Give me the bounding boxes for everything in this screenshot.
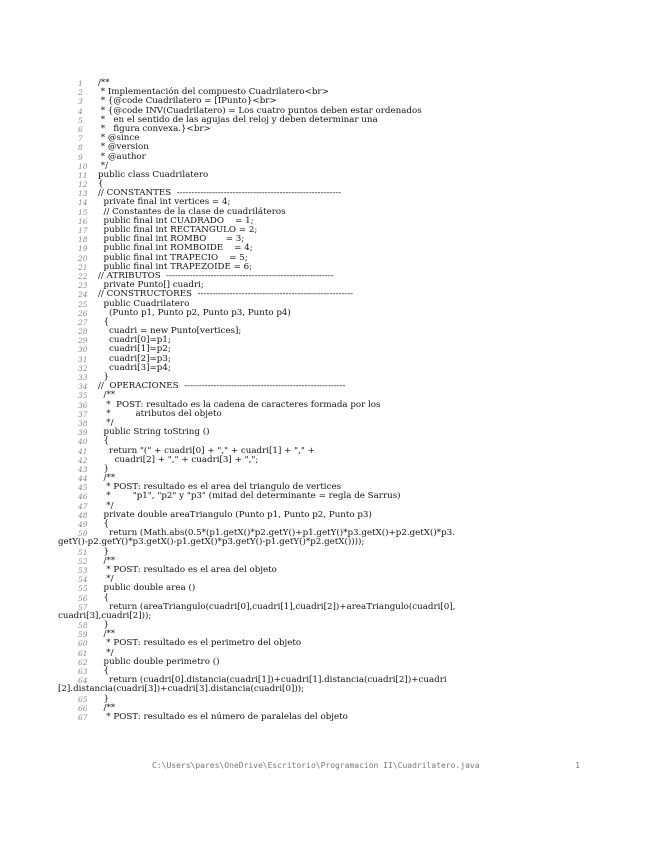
- code-text: {: [98, 666, 110, 677]
- line-number: 25: [78, 299, 88, 309]
- code-listing: [58, 78, 578, 722]
- code-text: {: [98, 592, 110, 603]
- code-text-continuation: cuadri[3],cuadri[2]));: [58, 610, 152, 621]
- line-number: 21: [78, 262, 88, 272]
- line-number: 8: [78, 143, 83, 153]
- line-number: 31: [78, 354, 88, 364]
- code-line: [78, 566, 578, 575]
- line-number: 30: [78, 345, 88, 355]
- code-text: }: [98, 620, 110, 631]
- code-text: private Punto[] cuadri;: [98, 280, 204, 291]
- line-number: 24: [78, 290, 88, 300]
- line-number: 5: [78, 115, 83, 125]
- code-text: private final int vertices = 4;: [98, 197, 231, 208]
- line-number: 13: [78, 189, 88, 199]
- code-line: [78, 309, 578, 318]
- code-text: (Punto p1, Punto p2, Punto p3, Punto p4): [98, 307, 291, 318]
- line-number: 4: [78, 106, 83, 116]
- code-text: * {@code INV(Cuadrilatero) = Los cuatro puntos deben estar ordenados: [98, 105, 422, 116]
- code-text: return (areaTriangulo(cuadri[0],cuadri[1],cuadri[2])+areaTriangulo(cuadri[0],: [98, 601, 456, 612]
- line-number: 63: [78, 667, 88, 677]
- code-text: }: [98, 463, 110, 474]
- line-number: 65: [78, 694, 88, 704]
- code-text: }: [98, 693, 110, 704]
- line-number: 48: [78, 510, 88, 520]
- code-text: }: [98, 372, 110, 382]
- code-text: */: [98, 417, 114, 428]
- code-line: [58, 675, 578, 695]
- line-number: 29: [78, 336, 88, 346]
- line-number: 1: [78, 79, 83, 88]
- line-number: 36: [78, 400, 88, 410]
- code-text: * POST: resultado es el número de paralelas del objeto: [98, 711, 348, 722]
- code-text: * figura convexa.}<br>: [98, 123, 211, 134]
- line-number: 35: [78, 391, 88, 401]
- line-number: 16: [78, 216, 88, 226]
- line-number: 39: [78, 428, 88, 438]
- line-number: 26: [78, 308, 88, 318]
- code-text: cuadri[2]=p3;: [98, 353, 171, 364]
- line-number: 7: [78, 134, 83, 144]
- code-line: [78, 621, 578, 630]
- line-number: 50: [78, 529, 88, 539]
- code-text: * "p1", "p2" y "p3" (mitad del determinante = regla de Sarrus): [98, 491, 401, 502]
- code-text: return (cuadri[0].distancia(cuadri[1])+cuadri[1].distancia(cuadri[2])+cuadri: [98, 675, 447, 686]
- line-number: 15: [78, 207, 88, 217]
- line-number: 3: [78, 97, 83, 107]
- line-number: 17: [78, 226, 88, 235]
- code-line: [78, 584, 578, 593]
- code-text: */: [98, 500, 114, 511]
- line-number: 9: [78, 152, 83, 162]
- code-line: [78, 511, 578, 520]
- code-line: [78, 410, 578, 419]
- code-line: [78, 465, 578, 474]
- code-line: [78, 143, 578, 152]
- code-text: */: [98, 160, 109, 171]
- code-text: */: [98, 647, 114, 658]
- code-text: // CONSTRUCTORES -----------------------------------------------------: [98, 289, 354, 300]
- code-line: [78, 382, 578, 391]
- line-number: 37: [78, 409, 88, 419]
- code-text: cuadri[1]=p2;: [98, 344, 171, 355]
- code-line: [78, 658, 578, 667]
- code-text: cuadri[2] + "," + cuadri[3] + ",";: [98, 454, 259, 465]
- line-number: 55: [78, 584, 88, 594]
- code-line: [78, 639, 578, 648]
- code-text: */: [98, 574, 114, 585]
- code-text: cuadri[0]=p1;: [98, 335, 171, 346]
- code-text: {: [98, 316, 110, 327]
- code-line: [78, 548, 578, 557]
- line-number: 44: [78, 474, 88, 484]
- code-text: public final int RECTANGULO = 2;: [98, 225, 258, 235]
- line-number: 28: [78, 327, 88, 337]
- code-text: private double areaTriangulo (Punto p1, Punto p2, Punto p3): [98, 509, 372, 520]
- line-number: 54: [78, 575, 88, 585]
- code-text: cuadri = new Punto[vertices];: [98, 326, 242, 337]
- line-number: 53: [78, 565, 88, 575]
- code-line: [78, 125, 578, 134]
- code-line: [78, 364, 578, 373]
- page-number: 1: [575, 761, 580, 770]
- code-line: [78, 171, 578, 180]
- code-text: * POST: resultado es el perimetro del objeto: [98, 638, 302, 649]
- code-text: {: [98, 519, 110, 529]
- code-text: /**: [98, 78, 110, 88]
- code-text: public final int TRAPEZOIDE = 6;: [98, 261, 253, 272]
- code-text: * Implementación del compuesto Cuadrilatero<br>: [98, 87, 329, 98]
- code-text: return (Math.abs(0.5*(p1.getX()*p2.getY()+p1.getY()*p3.getX()+p2.getX()*p3.: [98, 528, 455, 539]
- line-number: 32: [78, 363, 88, 373]
- code-text: * @since: [98, 133, 140, 144]
- code-text: public Cuadrilatero: [98, 298, 190, 309]
- code-text: public String toString (): [98, 427, 210, 438]
- line-number: 14: [78, 198, 88, 208]
- code-line: [78, 492, 578, 501]
- code-line: [78, 713, 578, 722]
- code-text: // ATRIBUTOS ---------------------------------------------------------: [98, 270, 334, 281]
- code-text: // Constantes de la clase de cuadriláteros: [98, 206, 286, 217]
- code-line: [58, 528, 578, 548]
- line-number: 66: [78, 703, 88, 713]
- code-text: {: [98, 179, 104, 190]
- line-number: 11: [78, 170, 88, 180]
- line-number: 19: [78, 244, 88, 254]
- line-number: 46: [78, 492, 88, 502]
- code-line: [78, 456, 578, 465]
- code-text: * @author: [98, 151, 146, 162]
- line-number: 27: [78, 317, 88, 327]
- file-path: C:\Users\pares\OneDrive\Escritorio\Programacion II\Cuadrilatero.java: [152, 761, 480, 770]
- code-text: public final int ROMBO = 3;: [98, 234, 245, 245]
- code-text-continuation: [2].distancia(cuadri[3])+cuadri[3].distancia(cuadri[0]));: [58, 684, 305, 695]
- line-number: 52: [78, 556, 88, 566]
- code-text: public double perimetro (): [98, 656, 220, 667]
- page-footer: [152, 761, 580, 771]
- line-number: 10: [78, 161, 88, 171]
- line-number: 33: [78, 373, 88, 382]
- code-text-continuation: getY()-p2.getY()*p3.getX()-p1.getX()*p3.getY()-p1.getY()*p2.getX())));: [58, 537, 365, 548]
- line-number: 62: [78, 657, 88, 667]
- line-number: 43: [78, 464, 88, 474]
- line-number: 34: [78, 382, 88, 392]
- line-number: 2: [78, 88, 83, 98]
- code-text: /**: [98, 473, 116, 484]
- code-text: * POST: resultado es la cadena de caracteres formada por los: [98, 399, 381, 410]
- line-number: 41: [78, 446, 88, 456]
- line-number: 60: [78, 639, 88, 649]
- code-text: {: [98, 436, 110, 447]
- line-number: 51: [78, 547, 88, 557]
- line-number: 45: [78, 483, 88, 493]
- code-text: * en el sentido de las agujas del reloj y deben determinar una: [98, 114, 378, 125]
- line-number: 67: [78, 712, 88, 722]
- line-number: 59: [78, 630, 88, 640]
- line-number: 58: [78, 621, 88, 631]
- code-text: /**: [98, 555, 116, 566]
- code-text: cuadri[3]=p4;: [98, 362, 171, 373]
- line-number: 49: [78, 520, 88, 529]
- code-text: /**: [98, 702, 116, 713]
- line-number: 12: [78, 180, 88, 190]
- code-text: // OPERACIONES -------------------------------------------------------: [98, 381, 346, 392]
- code-text: * POST: resultado es el area del objeto: [98, 564, 277, 575]
- line-number: 18: [78, 235, 88, 245]
- code-text: public double area (): [98, 583, 196, 594]
- line-number: 22: [78, 271, 88, 281]
- code-line: [78, 153, 578, 162]
- code-text: public final int CUADRADO = 1;: [98, 215, 254, 226]
- code-text: /**: [98, 390, 116, 401]
- code-text: public final int ROMBOIDE = 4;: [98, 243, 253, 254]
- code-text: public class Cuadrilatero: [98, 169, 209, 180]
- line-number: 6: [78, 124, 83, 134]
- line-number: 42: [78, 455, 88, 465]
- code-line: [78, 134, 578, 143]
- code-text: public final int TRAPECIO = 5;: [98, 252, 248, 263]
- code-text: * {@code Cuadrilatero = [IPunto}<br>: [98, 96, 277, 107]
- line-number: 23: [78, 281, 88, 291]
- line-number: 47: [78, 501, 88, 511]
- code-text: * @version: [98, 142, 149, 153]
- line-number: 20: [78, 253, 88, 263]
- code-text: /**: [98, 629, 116, 640]
- code-line: [58, 601, 578, 621]
- line-number: 61: [78, 648, 88, 658]
- code-text: * POST: resultado es el area del triangulo de vertices: [98, 482, 342, 493]
- code-text: // CONSTANTES --------------------------------------------------------: [98, 188, 342, 199]
- line-number: 57: [78, 602, 88, 612]
- code-text: * atributos del objeto: [98, 408, 222, 419]
- code-line: [78, 695, 578, 704]
- code-line: [78, 428, 578, 437]
- line-number: 40: [78, 437, 88, 447]
- line-number: 38: [78, 418, 88, 428]
- code-text: }: [98, 546, 110, 557]
- line-number: 64: [78, 676, 88, 686]
- line-number: 56: [78, 593, 88, 603]
- code-text: return "(" + cuadri[0] + "," + cuadri[1] + "," +: [98, 445, 315, 456]
